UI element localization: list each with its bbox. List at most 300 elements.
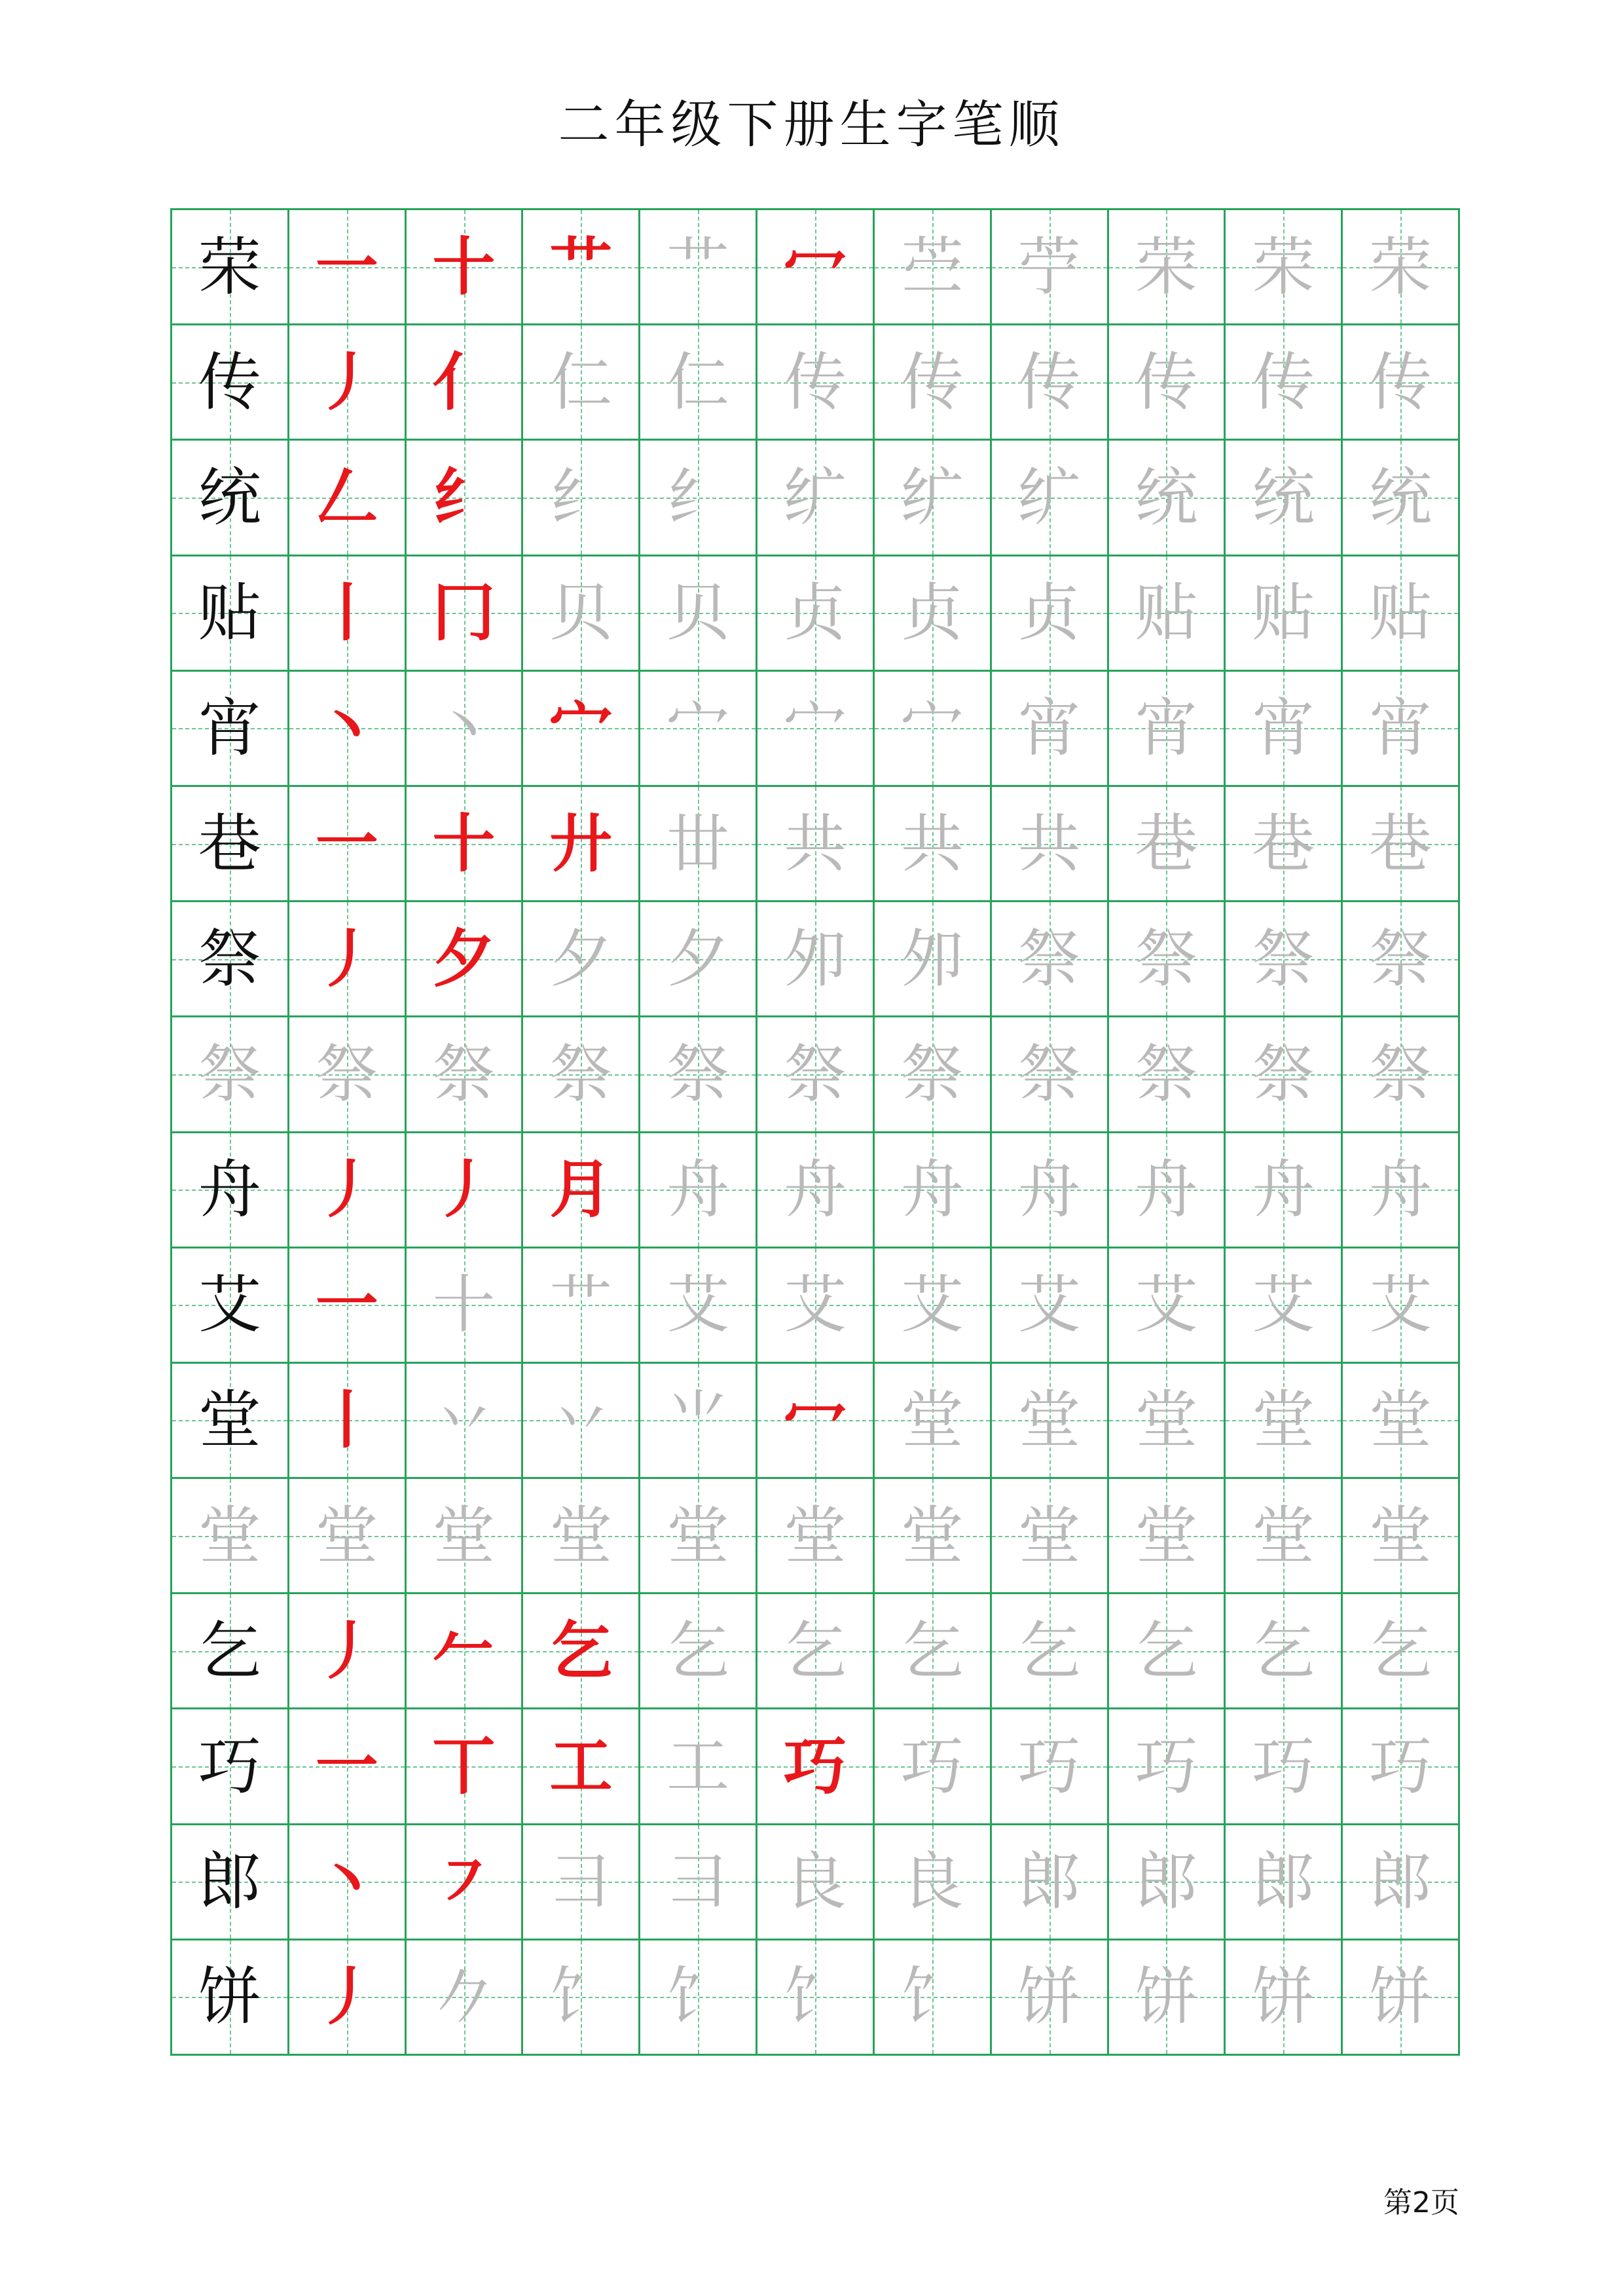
character-cell [757, 556, 875, 672]
character-cell [757, 1825, 875, 1941]
trace-character: 郎 [1252, 1845, 1315, 1919]
character-cell [289, 1479, 407, 1594]
trace-character: 舟 [900, 1153, 964, 1227]
character-cell [757, 1133, 875, 1248]
character-cell [1226, 902, 1343, 1017]
character-cell-head [172, 325, 289, 441]
character-cell [1343, 441, 1460, 556]
character-cell [1343, 1825, 1460, 1941]
character-cell [640, 210, 757, 325]
trace-character: 共 [1017, 807, 1081, 881]
character-cell [1109, 1017, 1226, 1133]
character-cell [289, 672, 407, 787]
trace-character: 纟 [549, 460, 613, 534]
target-character: 艾 [198, 1268, 261, 1342]
character-cell [1226, 1479, 1343, 1594]
character-cell [1343, 210, 1460, 325]
character-cell [523, 1479, 640, 1594]
stroke-step: 月 [549, 1152, 613, 1227]
trace-character: 宵 [1369, 691, 1432, 765]
trace-character: 苎 [900, 230, 964, 304]
trace-character: 祭 [666, 1037, 730, 1111]
character-cell [289, 1364, 407, 1479]
trace-character: 巧 [900, 1730, 964, 1804]
trace-character: 堂 [1369, 1383, 1432, 1457]
character-cell [757, 325, 875, 441]
character-cell [523, 1017, 640, 1133]
trace-character: 良 [783, 1845, 847, 1919]
character-cell [1343, 1133, 1460, 1248]
character-cell [1343, 1017, 1460, 1133]
character-cell [407, 1364, 524, 1479]
trace-character: 饣 [900, 1960, 964, 2034]
trace-character: 仁 [549, 345, 613, 419]
character-cell [407, 672, 524, 787]
character-cell [640, 1133, 757, 1248]
trace-character: 堂 [198, 1499, 261, 1573]
character-cell [992, 1709, 1109, 1825]
character-cell [1226, 1941, 1343, 2056]
character-cell [1226, 1709, 1343, 1825]
trace-character: 宀 [783, 691, 847, 765]
target-character: 祭 [198, 922, 261, 996]
trace-character: 乞 [1369, 1614, 1432, 1688]
trace-character: 夕 [549, 922, 613, 996]
target-character: 堂 [198, 1383, 261, 1457]
trace-character: 堂 [549, 1499, 613, 1573]
stroke-step: 艹 [549, 229, 613, 304]
trace-character: 祭 [1369, 1037, 1432, 1111]
stroke-step: 一 [315, 229, 378, 304]
character-cell [757, 1709, 875, 1825]
trace-character: 宵 [1252, 691, 1315, 765]
trace-character: 祭 [1017, 922, 1081, 996]
character-cell [523, 1709, 640, 1825]
trace-character: 舟 [783, 1153, 847, 1227]
target-character: 宵 [198, 691, 261, 765]
trace-character: 乞 [783, 1614, 847, 1688]
character-cell [523, 1594, 640, 1709]
character-cell [523, 325, 640, 441]
stroke-step: 冖 [783, 229, 847, 304]
stroke-step: 丿 [315, 1959, 378, 2034]
character-cell [523, 556, 640, 672]
character-cell [289, 1825, 407, 1941]
character-cell [992, 1594, 1109, 1709]
character-cell [289, 325, 407, 441]
character-cell [1109, 210, 1226, 325]
target-character: 传 [198, 345, 261, 419]
character-cell [523, 441, 640, 556]
character-cell [875, 556, 992, 672]
character-cell [757, 1364, 875, 1479]
trace-character: 夕 [666, 922, 730, 996]
trace-character: 祭 [900, 1037, 964, 1111]
trace-character: 丗 [666, 807, 730, 881]
character-cell [875, 441, 992, 556]
trace-character: 宵 [1135, 691, 1198, 765]
stroke-step: 廾 [549, 806, 613, 881]
trace-character: 丷 [549, 1383, 613, 1457]
character-cell [407, 1248, 524, 1364]
character-cell [992, 1133, 1109, 1248]
character-cell [640, 556, 757, 672]
trace-character: 巧 [1369, 1730, 1432, 1804]
stroke-step: 工 [549, 1729, 613, 1804]
character-cell [1109, 1479, 1226, 1594]
character-cell [1343, 325, 1460, 441]
character-cell [875, 1133, 992, 1248]
trace-character: 宵 [1017, 691, 1081, 765]
character-cell [875, 1479, 992, 1594]
character-cell-head [172, 787, 289, 902]
trace-character: 𠂊 [432, 1960, 496, 2034]
target-character: 荣 [198, 230, 261, 304]
trace-character: 堂 [900, 1383, 964, 1457]
trace-character: 饼 [1017, 1960, 1081, 2034]
trace-character: 贴 [1135, 576, 1198, 650]
trace-character: 乞 [900, 1614, 964, 1688]
stroke-step: 丿 [315, 921, 378, 996]
trace-character: 祭 [198, 1037, 261, 1111]
trace-character: 丶 [432, 691, 496, 765]
stroke-step: 丅 [432, 1729, 496, 1804]
character-cell [407, 556, 524, 672]
character-cell [523, 1825, 640, 1941]
character-cell [875, 1248, 992, 1364]
trace-character: 饣 [549, 1960, 613, 2034]
character-cell [640, 325, 757, 441]
character-cell [1226, 210, 1343, 325]
character-cell [875, 325, 992, 441]
character-cell [640, 1479, 757, 1594]
character-cell-head [172, 1709, 289, 1825]
character-cell [1109, 1364, 1226, 1479]
trace-character: 共 [783, 807, 847, 881]
character-cell [289, 787, 407, 902]
stroke-step: 冖 [783, 1383, 847, 1457]
stroke-step: 一 [315, 1267, 378, 1342]
character-cell [1343, 787, 1460, 902]
trace-character: 纩 [900, 460, 964, 534]
character-cell [1343, 1248, 1460, 1364]
trace-character: 舟 [1369, 1153, 1432, 1227]
character-cell [1109, 787, 1226, 902]
trace-character: 巷 [1369, 807, 1432, 881]
character-cell [1343, 1364, 1460, 1479]
trace-character: 艾 [1135, 1268, 1198, 1342]
character-cell [992, 1364, 1109, 1479]
trace-character: 堂 [315, 1499, 378, 1573]
character-cell [407, 1479, 524, 1594]
target-character: 乞 [198, 1614, 261, 1688]
character-cell [1226, 441, 1343, 556]
character-cell [640, 787, 757, 902]
character-cell [407, 1017, 524, 1133]
trace-character: 贝 [549, 576, 613, 650]
trace-character: 舟 [1017, 1153, 1081, 1227]
trace-character: 祭 [783, 1037, 847, 1111]
trace-character: 祭 [1369, 922, 1432, 996]
stroke-step: 丿 [315, 1613, 378, 1688]
stroke-step: 十 [432, 806, 496, 881]
character-cell [757, 672, 875, 787]
trace-character: 堂 [1017, 1383, 1081, 1457]
character-cell [1109, 672, 1226, 787]
trace-character: 夘 [783, 922, 847, 996]
character-cell-head [172, 1941, 289, 2056]
character-cell [992, 787, 1109, 902]
target-character: 巷 [198, 807, 261, 881]
trace-character: 祭 [549, 1037, 613, 1111]
character-cell-head [172, 1248, 289, 1364]
character-cell [640, 1248, 757, 1364]
stroke-step: 丿 [432, 1152, 496, 1227]
character-cell [875, 1594, 992, 1709]
trace-character: 艾 [783, 1268, 847, 1342]
trace-character: 良 [900, 1845, 964, 1919]
character-cell [1226, 1248, 1343, 1364]
trace-character: 贴 [1252, 576, 1315, 650]
stroke-step: 亻 [432, 344, 496, 419]
character-cell [1343, 902, 1460, 1017]
trace-character: 艾 [1252, 1268, 1315, 1342]
trace-character: ⺕ [549, 1845, 613, 1919]
character-cell [407, 1594, 524, 1709]
character-cell [640, 1594, 757, 1709]
character-cell [407, 1133, 524, 1248]
character-cell [1109, 556, 1226, 672]
page-number: 第2页 [1383, 2186, 1459, 2219]
stroke-step: 丨 [315, 1383, 378, 1457]
trace-character: 共 [900, 807, 964, 881]
stroke-step: 丿 [315, 1152, 378, 1227]
trace-character: 堂 [1017, 1499, 1081, 1573]
trace-character: 巷 [1135, 807, 1198, 881]
trace-character: 工 [666, 1730, 730, 1804]
trace-character: 传 [1252, 345, 1315, 419]
character-cell [1343, 672, 1460, 787]
character-cell [757, 1248, 875, 1364]
trace-character: 纟 [666, 460, 730, 534]
page-title: 二年级下册生字笔顺 [558, 96, 1065, 155]
character-cell [523, 1133, 640, 1248]
character-cell [1343, 1941, 1460, 2056]
character-cell [1226, 1017, 1343, 1133]
trace-character: 饣 [666, 1960, 730, 2034]
trace-character: 传 [783, 345, 847, 419]
character-cell [1226, 325, 1343, 441]
stroke-step: 丿 [315, 344, 378, 419]
stroke-step: 巧 [783, 1729, 847, 1804]
character-cell-head [172, 1364, 289, 1479]
trace-character: 饼 [1252, 1960, 1315, 2034]
character-cell [992, 1825, 1109, 1941]
trace-character: 饼 [1135, 1960, 1198, 2034]
stroke-step: 纟 [432, 460, 496, 534]
trace-character: 巧 [1017, 1730, 1081, 1804]
trace-character: 祭 [1135, 922, 1198, 996]
character-cell [289, 441, 407, 556]
character-cell [1226, 1133, 1343, 1248]
trace-character: 荣 [1135, 230, 1198, 304]
character-cell [1343, 1594, 1460, 1709]
character-cell [640, 1017, 757, 1133]
character-cell-head [172, 902, 289, 1017]
trace-character: 堂 [1369, 1499, 1432, 1573]
character-cell [640, 672, 757, 787]
trace-character: 宀 [900, 691, 964, 765]
trace-character: 巷 [1252, 807, 1315, 881]
character-cell [1343, 1479, 1460, 1594]
target-character: 巧 [198, 1730, 261, 1804]
character-cell-head [172, 1594, 289, 1709]
character-cell [523, 672, 640, 787]
character-cell [757, 210, 875, 325]
trace-character: 祭 [1252, 922, 1315, 996]
character-cell [1226, 556, 1343, 672]
target-character: 统 [198, 460, 261, 534]
character-cell [875, 1941, 992, 2056]
trace-character: 仁 [666, 345, 730, 419]
trace-character: 舟 [1135, 1153, 1198, 1227]
character-cell [1109, 1133, 1226, 1248]
character-cell [407, 787, 524, 902]
character-cell [1226, 787, 1343, 902]
trace-character: 郎 [1135, 1845, 1198, 1919]
stroke-step: 冂 [432, 575, 496, 650]
trace-character: 贞 [900, 576, 964, 650]
character-cell [289, 1133, 407, 1248]
character-cell [523, 902, 640, 1017]
character-cell [289, 1017, 407, 1133]
trace-character: 艾 [1369, 1268, 1432, 1342]
trace-character: 丷 [432, 1383, 496, 1457]
trace-character: 堂 [1135, 1499, 1198, 1573]
character-cell [1109, 325, 1226, 441]
trace-character: 祭 [1017, 1037, 1081, 1111]
trace-character: ⺕ [666, 1845, 730, 1919]
character-cell [757, 902, 875, 1017]
trace-character: 饣 [783, 1960, 847, 2034]
character-cell [992, 1941, 1109, 2056]
trace-character: 夘 [900, 922, 964, 996]
trace-character: 艹 [666, 230, 730, 304]
character-cell [992, 902, 1109, 1017]
character-cell [289, 1709, 407, 1825]
target-character: 郎 [198, 1845, 261, 1919]
character-cell [992, 325, 1109, 441]
character-cell [1226, 672, 1343, 787]
character-cell [992, 1248, 1109, 1364]
character-cell [875, 1364, 992, 1479]
character-cell [757, 1941, 875, 2056]
character-cell [992, 1017, 1109, 1133]
character-cell [407, 1941, 524, 2056]
stroke-step: 宀 [549, 691, 613, 765]
character-cell [289, 556, 407, 672]
character-cell [1226, 1825, 1343, 1941]
trace-character: 传 [1369, 345, 1432, 419]
character-cell [1109, 441, 1226, 556]
trace-character: 堂 [1252, 1499, 1315, 1573]
character-cell [992, 1479, 1109, 1594]
character-cell [640, 1825, 757, 1941]
character-cell [1109, 1941, 1226, 2056]
character-cell [407, 441, 524, 556]
character-cell [992, 556, 1109, 672]
trace-character: 艹 [549, 1268, 613, 1342]
trace-character: 祭 [315, 1037, 378, 1111]
character-cell [640, 1709, 757, 1825]
character-cell [523, 787, 640, 902]
character-cell [757, 1479, 875, 1594]
trace-character: 乞 [1135, 1614, 1198, 1688]
target-character: 饼 [198, 1960, 261, 2034]
stroke-order-grid [170, 208, 1460, 2056]
trace-character: 宀 [666, 691, 730, 765]
character-cell [757, 441, 875, 556]
trace-character: 传 [1135, 345, 1198, 419]
character-cell [289, 210, 407, 325]
trace-character: 祭 [432, 1037, 496, 1111]
trace-character: 乞 [666, 1614, 730, 1688]
character-cell [407, 902, 524, 1017]
character-cell [640, 902, 757, 1017]
character-cell [757, 1017, 875, 1133]
character-cell [523, 210, 640, 325]
character-cell [1109, 902, 1226, 1017]
character-cell-head [172, 210, 289, 325]
stroke-step: 乞 [549, 1613, 613, 1688]
character-cell [407, 1709, 524, 1825]
trace-character: 堂 [783, 1499, 847, 1573]
trace-character: 艾 [666, 1268, 730, 1342]
trace-character: 巧 [1135, 1730, 1198, 1804]
trace-character: 乞 [1017, 1614, 1081, 1688]
trace-character: 贞 [1017, 576, 1081, 650]
trace-character: 堂 [900, 1499, 964, 1573]
character-cell [875, 1709, 992, 1825]
character-cell-head [172, 1825, 289, 1941]
character-cell [1109, 1709, 1226, 1825]
character-cell [757, 1594, 875, 1709]
trace-character: 郎 [1017, 1845, 1081, 1919]
trace-character: 艾 [1017, 1268, 1081, 1342]
character-cell [875, 672, 992, 787]
character-cell [875, 1825, 992, 1941]
trace-character: 苧 [1017, 230, 1081, 304]
trace-character: 堂 [432, 1499, 496, 1573]
character-cell [757, 787, 875, 902]
character-cell [289, 1594, 407, 1709]
character-cell [289, 1248, 407, 1364]
character-cell [875, 1017, 992, 1133]
character-cell [640, 1364, 757, 1479]
character-cell [1109, 1594, 1226, 1709]
character-cell [1109, 1248, 1226, 1364]
trace-character: 郎 [1369, 1845, 1432, 1919]
trace-character: 统 [1369, 460, 1432, 534]
character-cell [523, 1941, 640, 2056]
character-cell [1226, 1364, 1343, 1479]
trace-character: 舟 [1252, 1153, 1315, 1227]
trace-character: 饼 [1369, 1960, 1432, 2034]
character-cell [992, 441, 1109, 556]
trace-character: 传 [1017, 345, 1081, 419]
trace-character: 纩 [783, 460, 847, 534]
character-cell [1109, 1825, 1226, 1941]
